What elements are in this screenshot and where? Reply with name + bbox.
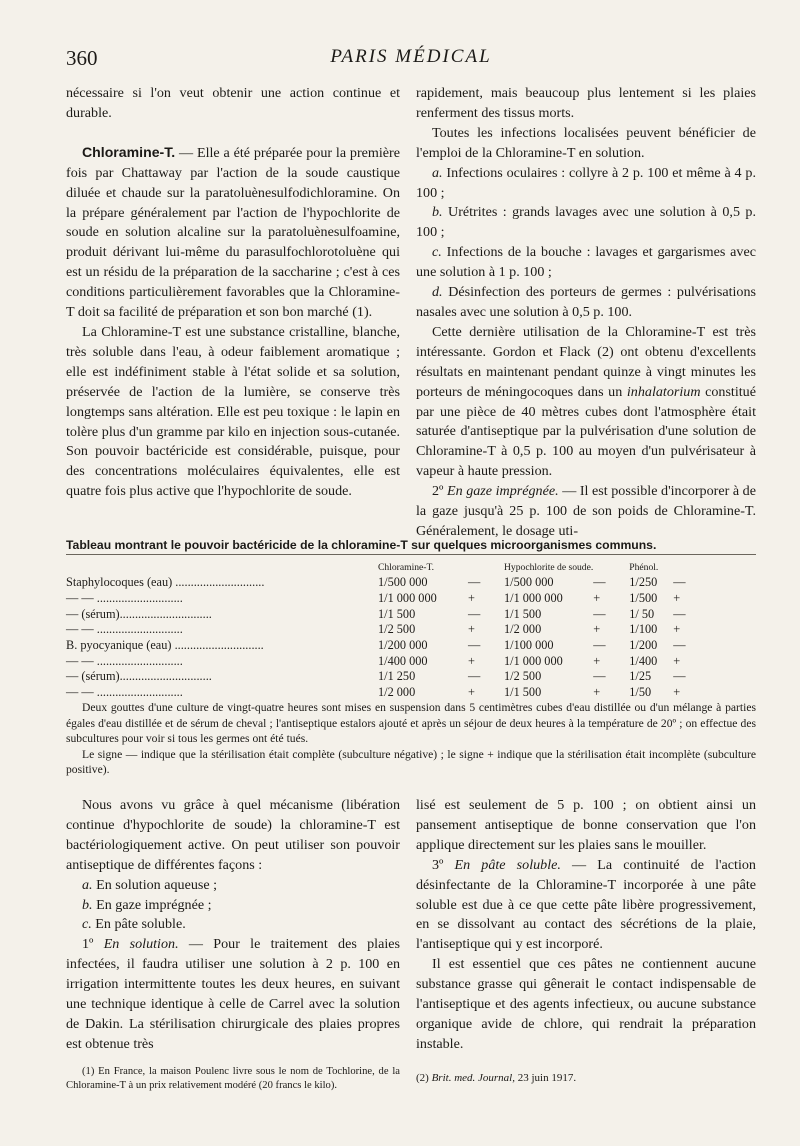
list-letter: a. — [82, 876, 93, 893]
cell-sign: + — [673, 653, 681, 668]
section-number: 3º — [432, 856, 455, 873]
header-spacer — [66, 560, 378, 575]
page-header — [66, 46, 756, 72]
list-letter: d. — [432, 284, 443, 301]
paragraph: Nous avons vu grâce à quel mécanisme (libération continue d'hypochlorite de soude) la chloramine-T est bactériologiquement active. On peut utiliser son pouvoir antiseptique de différentes façons : — [66, 797, 400, 873]
cell-sign: + — [468, 685, 475, 700]
list-letter: a. — [432, 164, 443, 181]
header-hypochlorite: Hypochlorite de soude. — [504, 562, 594, 573]
paragraph-text: — Il est possible d'incorporer à de la gaze jusqu'à 25 p. 100 de son poids de Chloramine-T. Généralement, le dosage uti- — [416, 483, 756, 539]
table-row — [66, 591, 756, 607]
cell-hypochlorite: 1/1 000 000 — [504, 653, 563, 668]
paragraph: Il est essentiel que ces pâtes ne contiennent aucune substance grasse qui gênerait le contact indispensable de l'antiseptique et des agents infectieux, ou aucune substance organique avide de chlore, qui rendrait la préparation instable. — [416, 956, 756, 1052]
paragraph-text: Cette dernière utilisation de la Chloramine-T est très intéressante. Gordon et Flack (2) ont obtenu d'excellents résultats en maintenant pendant quinze à vingt minutes les porteurs de méningocoques dans un — [416, 323, 756, 400]
cell-phenol: 1/25 — [629, 669, 652, 684]
cell-sign: + — [673, 685, 681, 700]
list-letter: c. — [82, 916, 92, 933]
header-spacer — [468, 560, 504, 575]
list-item — [416, 243, 756, 283]
row-label: — (sérum).............................. — [66, 669, 212, 684]
cell-sign: — — [468, 575, 481, 590]
paragraph: lisé est seulement de 5 p. 100 ; on obtient ainsi un pansement antiseptique de bonne conservation que l'on applique directement sur les plaies sans le mouiller. — [416, 797, 756, 853]
cell-sign: + — [593, 591, 601, 606]
paragraph-inhalatorium — [416, 323, 756, 482]
table-row — [66, 622, 756, 638]
table-header-row — [66, 560, 756, 575]
list-item — [416, 283, 756, 323]
row-label: — — ............................ — [66, 653, 183, 668]
section-number: 2º — [432, 483, 447, 500]
paragraph-text: constitué par une pièce de 40 mètres cubes dont l'atmosphère était saturée d'antiseptique par la pulvérisation d'une solution de Chloramine-T à 0,5 p. 100 au moyen d'un pulvérisateur à vapeur à haute pression. — [416, 383, 756, 480]
table-row — [66, 669, 756, 685]
footnote-1: (1) En France, la maison Poulenc livre sous le nom de Tochlorine, de la Chloramine-T à un prix relativement modéré (20 francs le kilo). — [66, 1065, 400, 1091]
paragraph-pate — [416, 856, 756, 956]
cell-sign: + — [468, 622, 475, 637]
cell-hypochlorite: 1/100 000 — [504, 638, 554, 653]
table-rule — [66, 554, 756, 555]
table-note-method: Deux gouttes d'une culture de vingt-quatre heures sont mises en suspension dans 5 centimètres cubes d'eau distillée ou d'un mélange à parties égales d'eau distillée et de sérum de cheval ; l'antiseptique estalors ajouté et après un séjour de deux heures à la température de 20º ; on effectue des subcultures pour voir si tous les germes ont été tués. — [66, 701, 756, 746]
table-row — [66, 653, 756, 669]
subsection-title: En pâte soluble. — [454, 856, 561, 873]
table-row — [66, 685, 756, 701]
cell-chloramine: 1/1 250 — [378, 669, 416, 684]
paragraph-text: — La continuité de l'action désinfectante de la Chloramine-T incorporée à une pâte soluble est due à ce que cette pâte libère progressivement, en se dissolvant au contact des sécrétions de la plaie, l'antiseptique qui y est incorporé. — [416, 856, 756, 953]
cell-chloramine: 1/1 500 — [378, 606, 416, 621]
cell-sign: + — [468, 591, 475, 606]
cell-sign: — — [593, 606, 606, 621]
row-label: — — ............................ — [66, 591, 183, 606]
cell-sign: + — [593, 622, 601, 637]
cell-sign: + — [673, 591, 681, 606]
list-text: Désinfection des porteurs de germes : pulvérisations nasales avec une solution à 0,5 p. 100. — [416, 284, 756, 320]
journal-citation: Brit. med. Journal, — [431, 1071, 515, 1084]
list-item — [416, 164, 756, 204]
cell-hypochlorite: 1/500 000 — [504, 575, 554, 590]
paragraph-text: — Pour le traitement des plaies infectées, il faudra utiliser une solution à 2 p. 100 en irrigation intermittente toutes les deux heures, en suivant une technique identique à celle de Carrel avec la solution de Dakin. La stérilisation chirurgicale des plaies propres est obtenue très — [66, 936, 400, 1052]
cell-sign: — — [468, 669, 481, 684]
cell-chloramine: 1/500 000 — [378, 575, 428, 590]
table-row — [66, 606, 756, 622]
header-spacer — [593, 560, 629, 575]
column-top-right — [416, 84, 756, 542]
cell-sign: + — [593, 653, 601, 668]
table-row — [66, 638, 756, 654]
cell-chloramine: 1/2 500 — [378, 622, 416, 637]
row-label: Staphylocoques (eau) ............................. — [66, 575, 265, 590]
footnote-number: (2) — [416, 1071, 432, 1084]
cell-hypochlorite: 1/2 000 — [504, 622, 542, 637]
cell-sign: — — [673, 575, 686, 590]
cell-phenol: 1/50 — [629, 685, 652, 700]
table-caption: Tableau montrant le pouvoir bactéricide de la chloramine-T sur quelques microorganismes communs. — [66, 538, 657, 552]
list-item — [66, 915, 400, 935]
list-letter: b. — [82, 896, 93, 913]
header-chloramine: Chloramine-T. — [378, 562, 435, 573]
row-label: B. pyocyanique (eau) ............................. — [66, 638, 264, 653]
italic-term: inhalatorium — [626, 383, 701, 400]
footnote-2 — [416, 1071, 756, 1085]
paragraph-solution — [66, 935, 400, 1054]
bactericidal-table — [66, 560, 756, 701]
paragraph: nécessaire si l'on veut obtenir une action continue et durable. — [66, 85, 400, 121]
cell-chloramine: 1/1 000 000 — [378, 591, 437, 606]
paragraph: La Chloramine-T est une substance cristalline, blanche, très soluble dans l'eau, à odeur faiblement aromatique ; elle est indéfiniment stable à l'état solide et sa solution, préservée de l'action de la lumière, se conserve très longtemps sans altération. Elle est peu toxique : le lapin en tolère plus d'un gramme par kilo en injection sous-cutanée. Son pouvoir bactéricide est considérable, puisque, pour des concentrations moléculaires équivalentes, elle est quatre fois plus active que l'hypochlorite de soude. — [66, 323, 400, 500]
cell-sign: + — [468, 653, 475, 668]
list-item — [66, 896, 400, 916]
cell-sign: — — [468, 638, 481, 653]
column-top-left — [66, 84, 400, 502]
list-letter: c. — [432, 244, 442, 261]
cell-phenol: 1/500 — [629, 591, 658, 606]
cell-chloramine: 1/200 000 — [378, 638, 428, 653]
cell-sign: — — [673, 638, 686, 653]
cell-chloramine: 1/2 000 — [378, 685, 416, 700]
header-phenol: Phénol. — [629, 562, 659, 573]
subsection-title: En gaze imprégnée. — [446, 483, 559, 500]
list-letter: b. — [432, 204, 443, 221]
column-bottom-left — [66, 796, 400, 1093]
journal-title: PARIS MÉDICAL — [330, 46, 492, 67]
header-spacer — [673, 560, 756, 575]
row-label: — — ............................ — [66, 685, 183, 700]
row-label: — — ............................ — [66, 622, 183, 637]
list-text: Infections de la bouche : lavages et gargarismes avec une solution à 1 p. 100 ; — [416, 244, 756, 281]
paragraph: rapidement, mais beaucoup plus lentement si les plaies renferment des tissus morts. — [416, 85, 756, 121]
list-text: En gaze imprégnée ; — [92, 896, 212, 913]
cell-sign: — — [468, 606, 481, 621]
cell-sign: — — [673, 606, 686, 621]
table-note-signs: Le signe — indique que la stérilisation était complète (subculture négative) ; le signe + indique que la stérilisation était incomplète (subculture positive). — [66, 747, 756, 777]
row-label: — (sérum).............................. — [66, 606, 212, 621]
column-bottom-right — [416, 796, 756, 1085]
cell-hypochlorite: 1/1 000 000 — [504, 591, 563, 606]
cell-sign: — — [593, 669, 606, 684]
cell-sign: — — [593, 638, 606, 653]
cell-hypochlorite: 1/2 500 — [504, 669, 542, 684]
page-number: 360 — [66, 46, 98, 70]
section-number: 1º — [82, 936, 104, 953]
paragraph-chloramine — [66, 143, 400, 323]
table-notes — [66, 700, 756, 778]
cell-phenol: 1/100 — [629, 622, 658, 637]
list-text: En pâte soluble. — [91, 916, 186, 933]
list-text: Urétrites : grands lavages avec une solution à 0,5 p. 100 ; — [416, 204, 756, 241]
table-row — [66, 575, 756, 591]
list-text: En solution aqueuse ; — [92, 876, 218, 893]
cell-hypochlorite: 1/1 500 — [504, 606, 542, 621]
paragraph: Toutes les infections localisées peuvent bénéficier de l'emploi de la Chloramine-T en solution. — [416, 124, 756, 161]
cell-hypochlorite: 1/1 500 — [504, 685, 542, 700]
citation-date: 23 juin 1917. — [515, 1071, 577, 1084]
section-heading: Chloramine-T. — [82, 143, 176, 160]
list-text: Infections oculaires : collyre à 2 p. 100 et même à 4 p. 100 ; — [416, 164, 756, 201]
cell-phenol: 1/400 — [629, 653, 658, 668]
paragraph-text: — Elle a été préparée pour la première fois par Chattaway par l'action de la soude caustique diluée et chaude sur la paratoluènesulfodichloramine. On la prépare généralement par l'action de l'hypochlorite de soude en solution alcaline sur la paratoluènesulfoamine, produit dérivant lui-même du parasulfochlorotoluène qui est un résidu de la préparation de la saccharine ; c'est à ces conditions particulièrement favorables que la Chloramine-T doit sa facilité de préparation et son bon marché (1). — [66, 144, 400, 321]
cell-sign: + — [673, 622, 681, 637]
list-item — [416, 203, 756, 243]
list-item — [66, 876, 400, 896]
paragraph-gaze — [416, 482, 756, 542]
cell-phenol: 1/ 50 — [629, 606, 655, 621]
cell-sign: + — [593, 685, 601, 700]
cell-phenol: 1/250 — [629, 575, 658, 590]
cell-phenol: 1/200 — [629, 638, 658, 653]
cell-sign: — — [593, 575, 606, 590]
subsection-title: En solution. — [103, 936, 179, 953]
cell-sign: — — [673, 669, 686, 684]
cell-chloramine: 1/400 000 — [378, 653, 428, 668]
